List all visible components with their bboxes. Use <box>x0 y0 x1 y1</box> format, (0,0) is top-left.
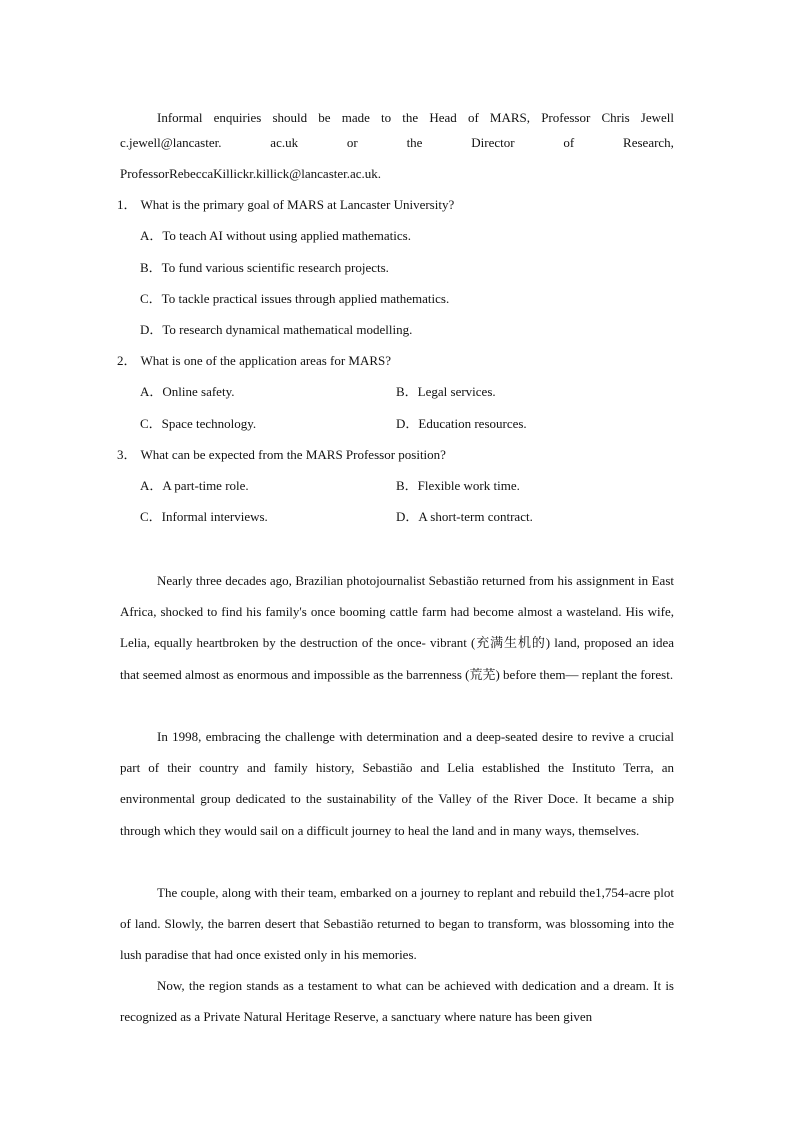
option-letter: C． <box>140 291 162 306</box>
option-letter: B． <box>396 478 418 493</box>
question-text: What is one of the application areas for MARS? <box>140 353 392 368</box>
passage-paragraph-3: The couple, along with their team, embarked on a journey to replant and rebuild the1,754-acre plot of land. Slowly, the barren desert that Sebastião returned to began to transform, was blossoming into the lush paradise that had once existed only in his memories. <box>120 885 674 963</box>
option-letter: D． <box>396 416 419 431</box>
intro-word: c.jewell@lancaster. <box>120 135 222 150</box>
q3-option-d <box>396 507 533 527</box>
option-letter: C． <box>140 509 162 524</box>
q2-option-a <box>140 382 234 402</box>
intro-word: Research, <box>623 135 674 150</box>
option-letter: D． <box>396 509 419 524</box>
intro-word: ac.uk <box>270 135 299 150</box>
question-number: 1． <box>117 197 137 212</box>
q3-option-c <box>140 507 268 527</box>
passage-paragraph-1: Nearly three decades ago, Brazilian photojournalist Sebastião returned from his assignment in East Africa, shocked to find his family's once booming cattle farm had become almost a wasteland. His wife, Lelia, equally heartbroken by the destruction of the once- vibrant (充满生机的) land, proposed an idea that seemed almost as enormous and impossible as the barrenness (荒芜) before them— replant the forest. <box>120 573 674 682</box>
intro-line-3: ProfessorRebeccaKillickr.killick@lancaster.ac.uk. <box>120 166 382 181</box>
option-letter: A． <box>140 478 163 493</box>
q3-option-a <box>140 476 249 496</box>
option-text: Space technology. <box>161 416 257 431</box>
q1-option-a <box>140 226 411 246</box>
question-text: What is the primary goal of MARS at Lancaster University? <box>140 197 455 212</box>
option-letter: A． <box>140 228 163 243</box>
option-text: Education resources. <box>418 416 527 431</box>
option-text: A short-term contract. <box>418 509 533 524</box>
question-1 <box>117 195 454 215</box>
option-text: Informal interviews. <box>161 509 268 524</box>
q2-option-b <box>396 382 496 402</box>
intro-word: Director <box>471 135 515 150</box>
question-number: 3． <box>117 447 137 462</box>
option-letter: B． <box>140 260 162 275</box>
option-text: A part-time role. <box>162 478 249 493</box>
intro-word: or <box>346 135 358 150</box>
q3-option-b <box>396 476 520 496</box>
passage-paragraph-4: Now, the region stands as a testament to what can be achieved with dedication and a dream. It is recognized as a Private Natural Heritage Reserve, a sanctuary where nature has been given <box>120 978 674 1025</box>
option-letter: A． <box>140 384 163 399</box>
q1-option-d <box>140 320 412 340</box>
option-text: To research dynamical mathematical modelling. <box>162 322 413 337</box>
option-text: To teach AI without using applied mathematics. <box>162 228 411 243</box>
option-letter: D． <box>140 322 163 337</box>
intro-line-2 <box>120 133 674 153</box>
option-text: Legal services. <box>417 384 496 399</box>
option-text: Flexible work time. <box>417 478 520 493</box>
q1-option-b <box>140 258 389 278</box>
passage-paragraph-2: In 1998, embracing the challenge with determination and a deep-seated desire to revive a crucial part of their country and family history, Sebastião and Lelia established the Instituto Terra, an environmental group dedicated to the sustainability of the Valley of the River Doce. It became a ship through which they would sail on a difficult journey to heal the land and in many ways, themselves. <box>120 729 674 838</box>
intro-line-1: Informal enquiries should be made to the Head of MARS, Professor Chris Jewell <box>157 110 674 125</box>
option-text: Online safety. <box>162 384 235 399</box>
question-3 <box>117 445 446 465</box>
q2-option-c <box>140 414 256 434</box>
q1-option-c <box>140 289 449 309</box>
option-text: To tackle practical issues through applied mathematics. <box>161 291 450 306</box>
option-letter: C． <box>140 416 162 431</box>
intro-word: of <box>563 135 575 150</box>
question-number: 2． <box>117 353 137 368</box>
intro-word: the <box>406 135 423 150</box>
option-text: To fund various scientific research projects. <box>161 260 389 275</box>
option-letter: B． <box>396 384 418 399</box>
q2-option-d <box>396 414 527 434</box>
question-2 <box>117 351 391 371</box>
question-text: What can be expected from the MARS Professor position? <box>140 447 446 462</box>
